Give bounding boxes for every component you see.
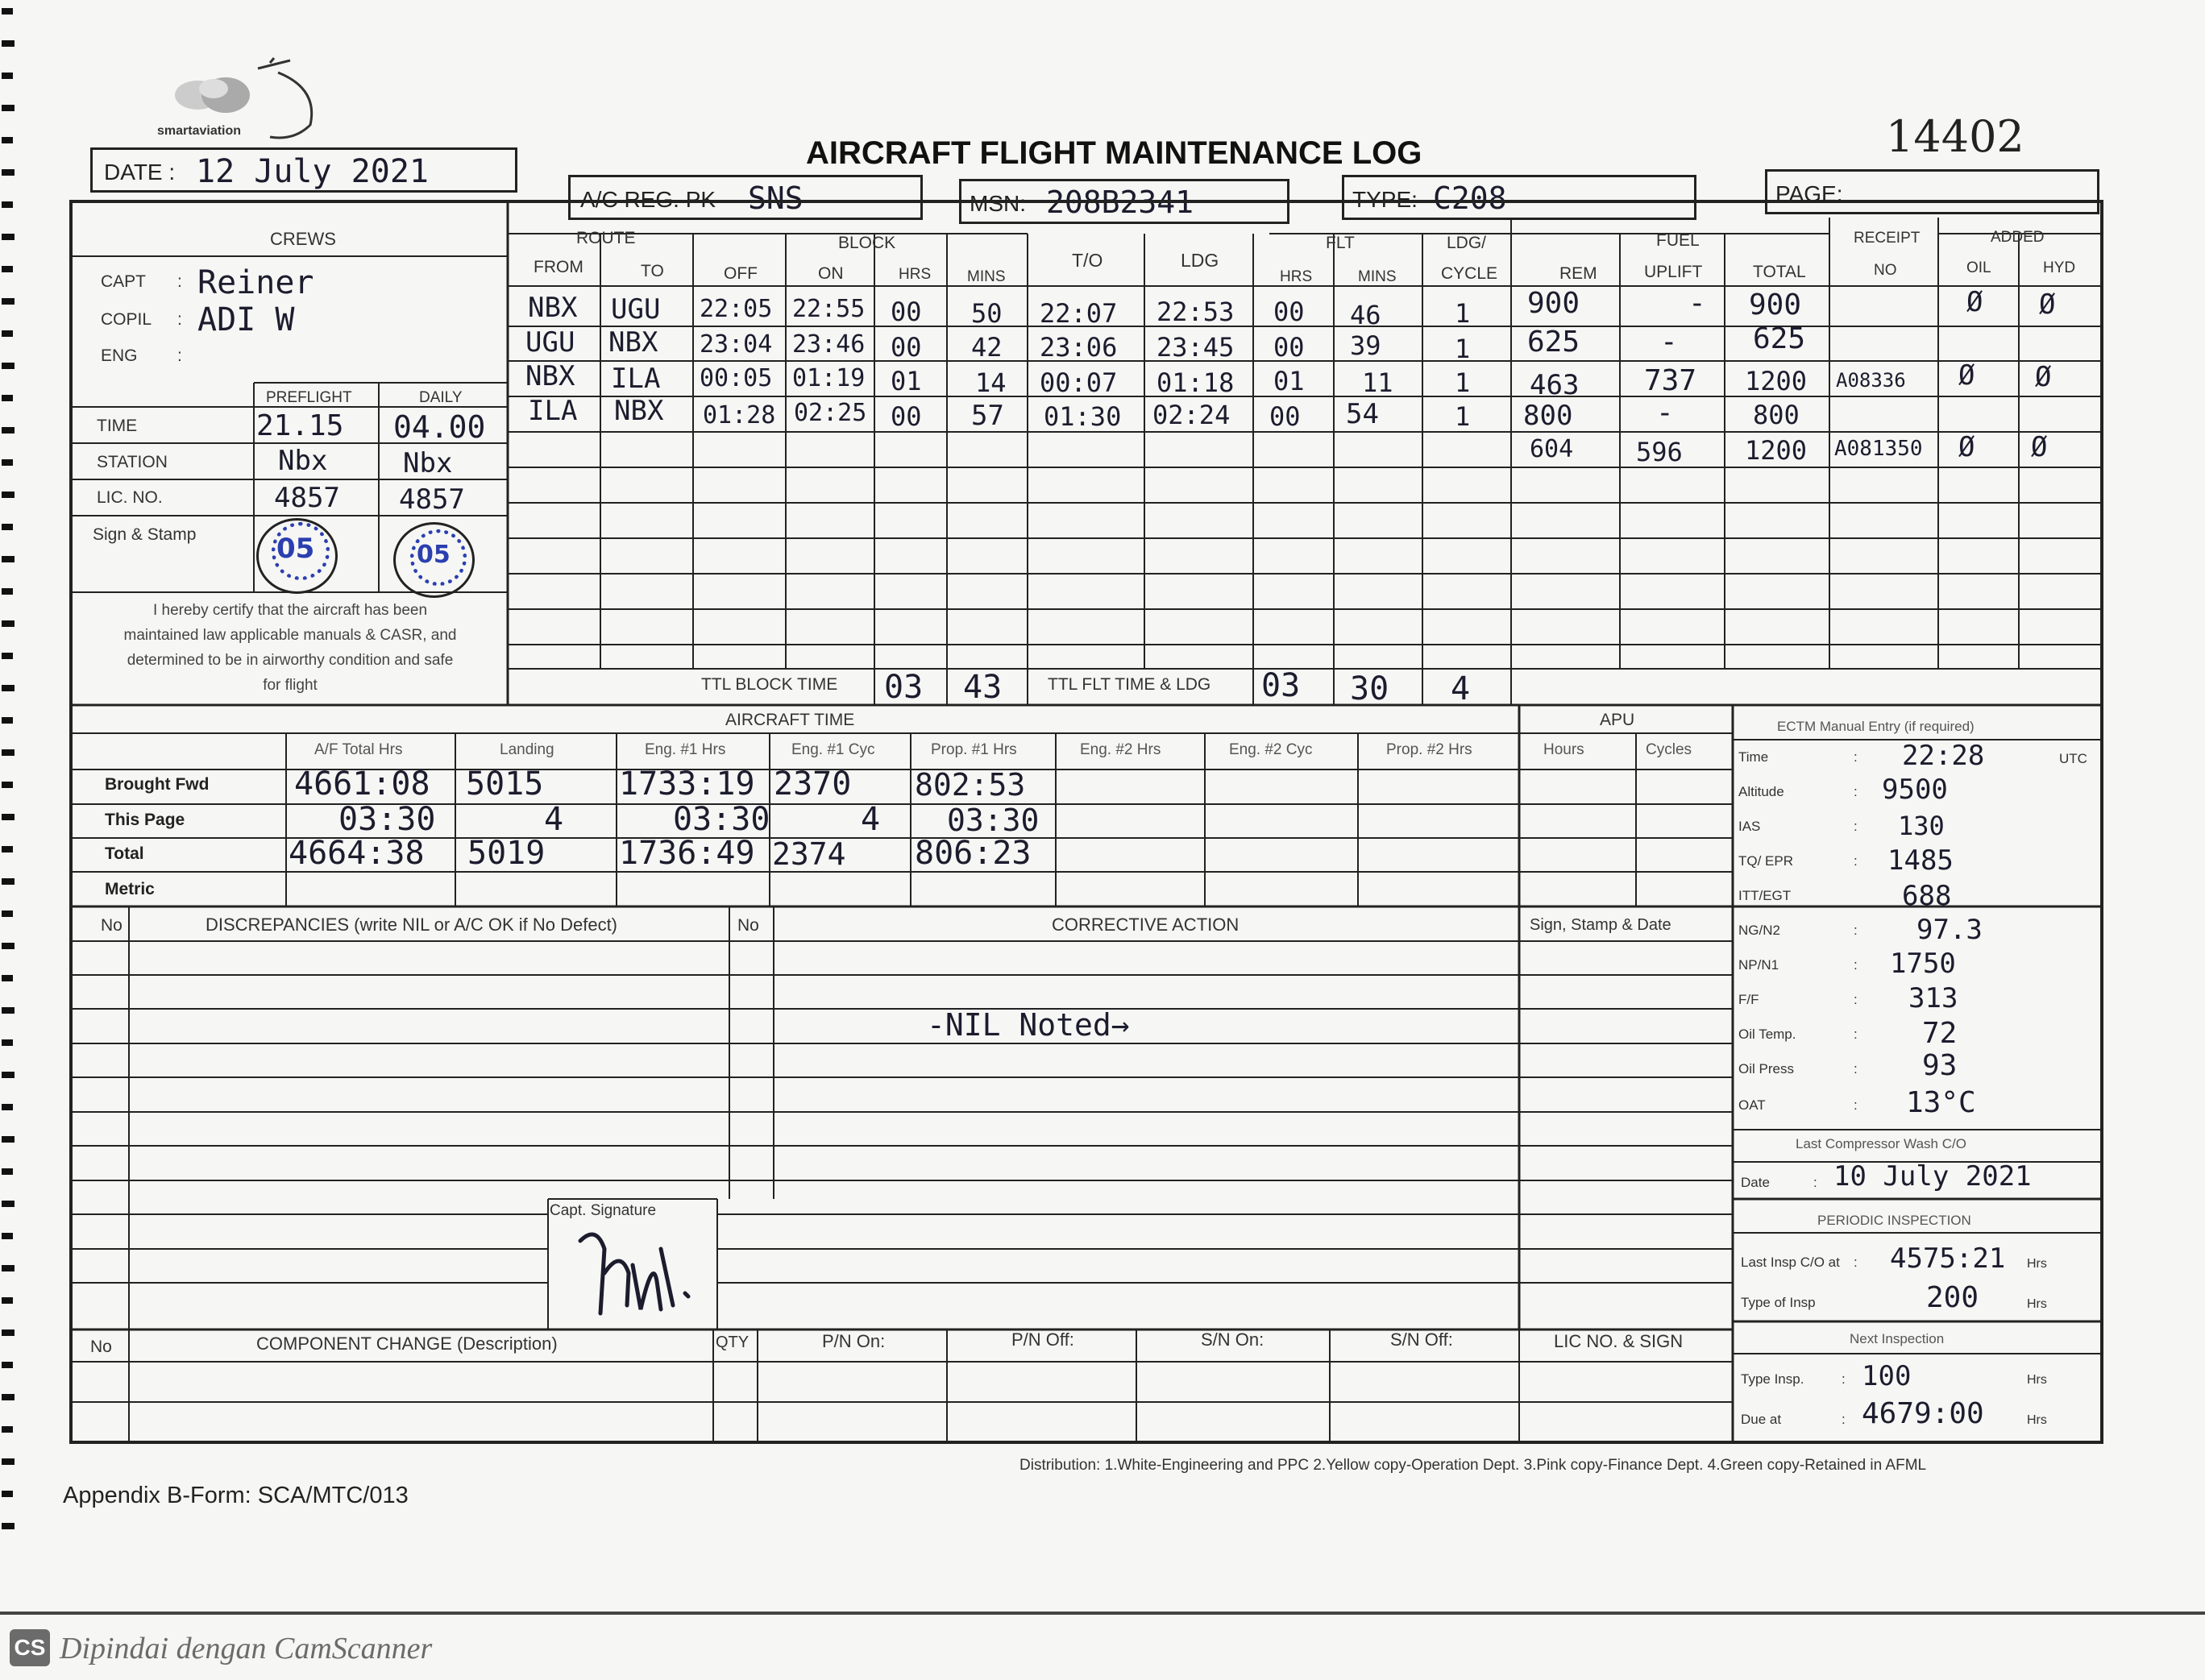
type-insp-unit: Hrs	[2027, 1297, 2047, 1311]
next-type-value: 100	[1862, 1360, 1912, 1392]
fuel-uplift: -	[1660, 326, 1678, 359]
crews-header: CREWS	[270, 229, 336, 249]
lic-daily: 4857	[399, 483, 465, 516]
page-bottom-edge	[0, 1612, 2205, 1615]
prop1-hrs-total: 806:23	[915, 835, 1032, 872]
preflight-stamp-number: 05	[276, 533, 315, 565]
fuel-uplift: -	[1688, 287, 1706, 320]
copil-label: COPIL	[101, 310, 152, 329]
flight-from: UGU	[525, 326, 575, 359]
landing-total: 5019	[467, 835, 546, 872]
flight-on: 23:46	[792, 330, 866, 359]
hyd-added: Ø	[2039, 288, 2056, 321]
capt-value: Reiner	[197, 264, 314, 301]
fuel-rem: 604	[1530, 435, 1574, 463]
last-insp-value: 4575:21	[1890, 1242, 2006, 1275]
hyd-added: Ø	[2031, 431, 2048, 463]
station-daily: Nbx	[403, 447, 453, 479]
af-total-brought-fwd: 4661:08	[294, 765, 430, 803]
ldg-header: LDG	[1181, 250, 1219, 271]
last-insp-label: Last Insp C/O at	[1741, 1255, 1840, 1270]
ectm-label-ias: IAS	[1738, 819, 1761, 834]
camscanner-text: Dipindai dengan CamScanner	[60, 1632, 433, 1665]
next-type-colon: :	[1842, 1371, 1846, 1387]
oil-added: Ø	[1966, 286, 1983, 318]
distribution-note: Distribution: 1.White-Engineering and PPC 2.Yellow copy-Operation Dept. 3.Pink copy-Finance Dept. 4.Green copy-Retained in AFML	[1019, 1457, 1927, 1474]
hyd-added: Ø	[2035, 361, 2052, 393]
certify-statement	[77, 598, 504, 698]
eng-colon: :	[177, 346, 182, 365]
due-unit: Hrs	[2027, 1413, 2047, 1427]
ectm-colon: :	[1854, 1027, 1858, 1042]
row-label-metric: Metric	[105, 880, 155, 898]
ttl-flt-hrs: 03	[1261, 667, 1301, 704]
mins-header: MINS	[967, 268, 1006, 285]
flight-on: 22:55	[792, 295, 866, 323]
eng-label: ENG	[101, 346, 138, 365]
eng1-hrs-this-page: 03:30	[673, 801, 770, 838]
type-label: TYPE:	[1352, 187, 1418, 212]
total-header: TOTAL	[1753, 263, 1806, 281]
flight-landing: 22:53	[1156, 297, 1235, 327]
type-insp-value: 200	[1926, 1281, 1979, 1314]
col-af-total: A/F Total Hrs	[314, 741, 403, 758]
ttl-flt-label: TTL FLT TIME & LDG	[1048, 675, 1211, 694]
ectm-label-time: Time	[1738, 749, 1769, 765]
page-title: AIRCRAFT FLIGHT MAINTENANCE LOG	[806, 135, 1422, 171]
last-insp-unit: Hrs	[2027, 1257, 2047, 1271]
ectm-unit-utc: UTC	[2059, 751, 2087, 766]
fuel-total: 800	[1753, 400, 1800, 430]
preflight-label: PREFLIGHT	[266, 389, 352, 406]
fuel-total: 1200	[1745, 366, 1808, 396]
flight-from: ILA	[528, 395, 578, 427]
wash-date-label: Date	[1741, 1175, 1770, 1190]
flight-takeoff: 01:30	[1044, 401, 1122, 432]
ectm-colon: :	[1854, 853, 1858, 869]
oil-added: Ø	[1958, 431, 1975, 463]
ectm-value-ff: 313	[1908, 982, 1958, 1014]
ttl-ldg: 4	[1451, 670, 1471, 707]
ttl-flt-mins: 30	[1350, 670, 1389, 707]
sign-label: Sign & Stamp	[93, 525, 197, 544]
capt-colon: :	[177, 272, 182, 291]
flight-flt-mins: 46	[1350, 300, 1381, 330]
daily-stamp	[393, 522, 475, 598]
col-eng2-cyc: Eng. #2 Cyc	[1229, 741, 1313, 758]
certify-line: I hereby certify that the aircraft has been	[152, 602, 428, 619]
ttl-block-hrs: 03	[884, 669, 924, 706]
af-total-total: 4664:38	[289, 835, 425, 872]
msn-label: MSN:	[970, 191, 1026, 216]
next-type-unit: Hrs	[2027, 1373, 2047, 1387]
fuel-rem: 800	[1523, 400, 1573, 432]
flight-flt-mins: 39	[1350, 330, 1381, 361]
flt-header: FLT	[1326, 234, 1355, 252]
component-pn-on-header: P/N On:	[822, 1331, 886, 1351]
ectm-value-ias: 130	[1898, 811, 1945, 841]
sign-stamp-date-header: Sign, Stamp & Date	[1530, 916, 1671, 934]
flight-hrs: 01	[891, 366, 922, 396]
wash-date-value: 10 July 2021	[1833, 1160, 2032, 1193]
corrective-action-header: CORRECTIVE ACTION	[1052, 915, 1240, 935]
flight-cycle: 1	[1455, 298, 1471, 329]
oil-header: OIL	[1966, 259, 1991, 276]
ectm-label-itt: ITT/EGT	[1738, 888, 1792, 903]
ectm-value-itt: 688	[1902, 880, 1952, 912]
eng1-cyc-total: 2374	[772, 836, 846, 872]
row-label-total: Total	[105, 844, 144, 863]
block-header: BLOCK	[838, 234, 896, 252]
component-lic-header: LIC NO. & SIGN	[1554, 1331, 1684, 1351]
fuel-total: 625	[1753, 322, 1806, 355]
fuel-uplift: -	[1656, 396, 1674, 429]
hrs-header: HRS	[899, 266, 932, 283]
lic-preflight: 4857	[274, 482, 340, 514]
ttl-block-label: TTL BLOCK TIME	[701, 675, 838, 694]
certify-line: determined to be in airworthy condition and safe	[127, 652, 454, 669]
col-prop2-hrs: Prop. #2 Hrs	[1386, 741, 1472, 758]
col-apu-cycles: Cycles	[1646, 741, 1692, 758]
on-header: ON	[818, 264, 844, 283]
ectm-value-ng: 97.3	[1916, 914, 1983, 946]
ectm-value-oil-temp: 72	[1922, 1017, 1958, 1050]
station-label: STATION	[97, 453, 168, 471]
receipt-no: A081350	[1834, 437, 1923, 461]
flight-from: NBX	[525, 360, 575, 392]
col-apu-hours: Hours	[1543, 741, 1584, 758]
wash-date-colon: :	[1813, 1175, 1817, 1190]
flight-flt-hrs: 00	[1273, 297, 1305, 327]
component-qty-header: QTY	[716, 1334, 750, 1351]
col-eng2-hrs: Eng. #2 Hrs	[1080, 741, 1161, 758]
logo-text: smartaviation	[157, 124, 242, 138]
apu-header: APU	[1600, 711, 1635, 729]
prop1-hrs-brought-fwd: 802:53	[915, 767, 1026, 803]
flight-to: ILA	[611, 363, 661, 395]
flight-to: NBX	[614, 395, 664, 427]
component-sn-on-header: S/N On:	[1201, 1329, 1264, 1350]
ectm-colon: :	[1854, 992, 1858, 1007]
flight-flt-mins: 11	[1362, 367, 1393, 398]
flight-takeoff: 23:06	[1040, 332, 1118, 363]
ectm-label-np: NP/N1	[1738, 957, 1779, 973]
time-preflight: 21.15	[256, 409, 344, 442]
flight-takeoff: 22:07	[1040, 298, 1118, 329]
flight-mins: 57	[971, 400, 1004, 432]
oil-added: Ø	[1958, 359, 1975, 392]
reg-value: SNS	[748, 180, 804, 216]
ectm-label-oil-press: Oil Press	[1738, 1061, 1794, 1076]
station-preflight: Nbx	[278, 445, 328, 477]
preflight-stamp	[256, 518, 338, 594]
fuel-rem: 900	[1527, 287, 1580, 320]
flight-to: NBX	[608, 326, 658, 359]
due-colon: :	[1842, 1412, 1846, 1427]
flight-landing: 23:45	[1156, 332, 1235, 363]
flight-flt-mins: 54	[1346, 398, 1379, 430]
date-label: DATE :	[104, 160, 176, 185]
flt-mins-header: MINS	[1358, 268, 1397, 285]
ectm-value-altitude: 9500	[1882, 774, 1948, 806]
discrepancy-no-label: No	[101, 916, 122, 935]
to-header: TO	[641, 262, 664, 280]
ldg-cycle-header-1: LDG/	[1447, 234, 1487, 252]
eng1-cyc-this-page: 4	[861, 801, 881, 838]
eng1-hrs-brought-fwd: 1733:19	[619, 765, 755, 803]
flight-off: 00:05	[700, 364, 773, 392]
fuel-uplift: 737	[1644, 364, 1697, 397]
captain-signature	[564, 1217, 709, 1329]
flight-hrs: 00	[891, 332, 922, 363]
ldg-cycle-header-2: CYCLE	[1441, 264, 1498, 283]
col-eng1-cyc: Eng. #1 Cyc	[791, 741, 875, 758]
component-pn-off-header: P/N Off:	[1011, 1329, 1074, 1350]
flight-landing: 02:24	[1152, 400, 1231, 430]
ectm-colon: :	[1854, 749, 1858, 765]
ectm-label-oil-temp: Oil Temp.	[1738, 1027, 1796, 1042]
flight-off: 01:28	[703, 401, 776, 429]
to-time-header: T/O	[1072, 250, 1103, 271]
component-desc-header: COMPONENT CHANGE (Description)	[256, 1334, 558, 1354]
ectm-value-tq: 1485	[1887, 844, 1954, 877]
uplift-header: UPLIFT	[1644, 263, 1703, 281]
ectm-label-oat: OAT	[1738, 1097, 1766, 1113]
flight-mins: 50	[971, 298, 1003, 329]
hyd-header: HYD	[2043, 259, 2076, 276]
ttl-block-mins: 43	[963, 669, 1003, 706]
flight-cycle: 1	[1455, 367, 1471, 398]
ectm-value-np: 1750	[1890, 948, 1956, 980]
serial-number: 14402	[1886, 111, 2024, 162]
flight-cycle: 1	[1455, 334, 1471, 364]
flight-off: 22:05	[700, 295, 773, 323]
copil-colon: :	[177, 310, 182, 329]
camscanner-logo-icon: CS	[10, 1629, 50, 1666]
ectm-value-oat: 13°C	[1906, 1086, 1976, 1119]
due-label: Due at	[1741, 1412, 1782, 1427]
flight-on: 01:19	[792, 364, 866, 392]
off-header: OFF	[724, 264, 758, 283]
capt-signature-label: Capt. Signature	[550, 1202, 657, 1219]
flight-off: 23:04	[700, 330, 773, 359]
receipt-no: A08336	[1836, 369, 1906, 392]
flight-flt-hrs: 00	[1273, 332, 1305, 363]
fuel-rem: 463	[1530, 369, 1580, 401]
fuel-total: 900	[1749, 288, 1802, 321]
due-value: 4679:00	[1862, 1397, 1984, 1430]
aircraft-time-header: AIRCRAFT TIME	[725, 711, 855, 729]
rem-header: REM	[1559, 264, 1597, 283]
flight-cycle: 1	[1455, 401, 1471, 432]
reg-label: A/C REG. PK -	[580, 187, 730, 212]
ectm-colon: :	[1854, 1061, 1858, 1076]
ectm-value-time: 22:28	[1902, 740, 1985, 772]
ectm-colon: :	[1854, 923, 1858, 938]
eng1-cyc-brought-fwd: 2370	[774, 765, 852, 803]
flight-hrs: 00	[891, 401, 922, 432]
date-value: 12 July 2021	[196, 153, 429, 190]
component-no-label: No	[90, 1338, 112, 1356]
prop1-hrs-this-page: 03:30	[947, 803, 1040, 838]
flight-flt-hrs: 01	[1273, 366, 1305, 396]
added-header: ADDED	[1991, 229, 2045, 246]
certify-line: maintained law applicable manuals & CASR, and	[123, 627, 457, 644]
type-insp-label: Type of Insp	[1741, 1295, 1816, 1310]
daily-label: DAILY	[419, 389, 463, 406]
col-eng1-hrs: Eng. #1 Hrs	[645, 741, 726, 758]
msn-value: 208B2341	[1046, 185, 1194, 220]
ectm-colon: :	[1854, 819, 1858, 834]
daily-stamp-number: 05	[417, 541, 451, 569]
ectm-label-ff: F/F	[1738, 992, 1759, 1007]
landing-this-page: 4	[544, 801, 564, 838]
ectm-colon: :	[1854, 1097, 1858, 1113]
row-label-brought-fwd: Brought Fwd	[105, 775, 210, 794]
route-header: ROUTE	[576, 229, 636, 247]
copil-value: ADI W	[197, 301, 295, 338]
discrepancies-header: DISCREPANCIES (write NIL or A/C OK if No Defect)	[206, 915, 618, 935]
row-label-this-page: This Page	[105, 811, 185, 829]
last-insp-colon: :	[1854, 1255, 1858, 1270]
af-total-this-page: 03:30	[338, 801, 436, 838]
receipt-header-2: NO	[1874, 262, 1897, 279]
flight-mins: 14	[975, 367, 1007, 398]
page-label: PAGE:	[1775, 181, 1843, 206]
landing-brought-fwd: 5015	[466, 765, 544, 803]
component-sn-off-header: S/N Off:	[1390, 1329, 1453, 1350]
ectm-colon: :	[1854, 957, 1858, 973]
corrective-entry: -NIL Noted→	[927, 1007, 1130, 1043]
flight-hrs: 00	[891, 297, 922, 327]
fuel-uplift: 596	[1636, 437, 1683, 467]
next-type-label: Type Insp.	[1741, 1371, 1804, 1387]
col-prop1-hrs: Prop. #1 Hrs	[931, 741, 1017, 758]
flight-landing: 01:18	[1156, 367, 1235, 398]
eng1-hrs-total: 1736:49	[619, 835, 755, 872]
flt-hrs-header: HRS	[1280, 268, 1313, 285]
type-value: C208	[1433, 180, 1507, 216]
fuel-rem: 625	[1527, 326, 1580, 359]
from-header: FROM	[534, 258, 583, 276]
flight-from: NBX	[528, 292, 578, 324]
certify-line: for flight	[263, 677, 318, 694]
receipt-header-1: RECEIPT	[1854, 230, 1921, 247]
flight-to: UGU	[611, 293, 661, 326]
flight-flt-hrs: 00	[1269, 401, 1301, 432]
ectm-header: ECTM Manual Entry (if required)	[1777, 719, 1975, 734]
flight-on: 02:25	[794, 399, 867, 427]
ectm-colon: :	[1854, 784, 1858, 799]
time-label: TIME	[97, 417, 138, 435]
periodic-header: PERIODIC INSPECTION	[1817, 1213, 1971, 1228]
time-daily: 04.00	[393, 409, 486, 445]
col-landing: Landing	[500, 741, 554, 758]
capt-label: CAPT	[101, 272, 147, 291]
fuel-header: FUEL	[1656, 231, 1700, 250]
ectm-label-ng: NG/N2	[1738, 923, 1780, 938]
compressor-wash-header: Last Compressor Wash C/O	[1796, 1136, 1966, 1151]
ectm-label-tq: TQ/ EPR	[1738, 853, 1794, 869]
fuel-total: 1200	[1745, 435, 1808, 466]
lic-label: LIC. NO.	[97, 488, 163, 507]
flight-mins: 42	[971, 332, 1003, 363]
ectm-label-altitude: Altitude	[1738, 784, 1784, 799]
ectm-value-oil-press: 93	[1922, 1049, 1958, 1082]
flight-takeoff: 00:07	[1040, 367, 1118, 398]
next-insp-header: Next Inspection	[1850, 1331, 1945, 1346]
corrective-no-label: No	[737, 916, 759, 935]
appendix-label: Appendix B-Form: SCA/MTC/013	[63, 1483, 409, 1508]
